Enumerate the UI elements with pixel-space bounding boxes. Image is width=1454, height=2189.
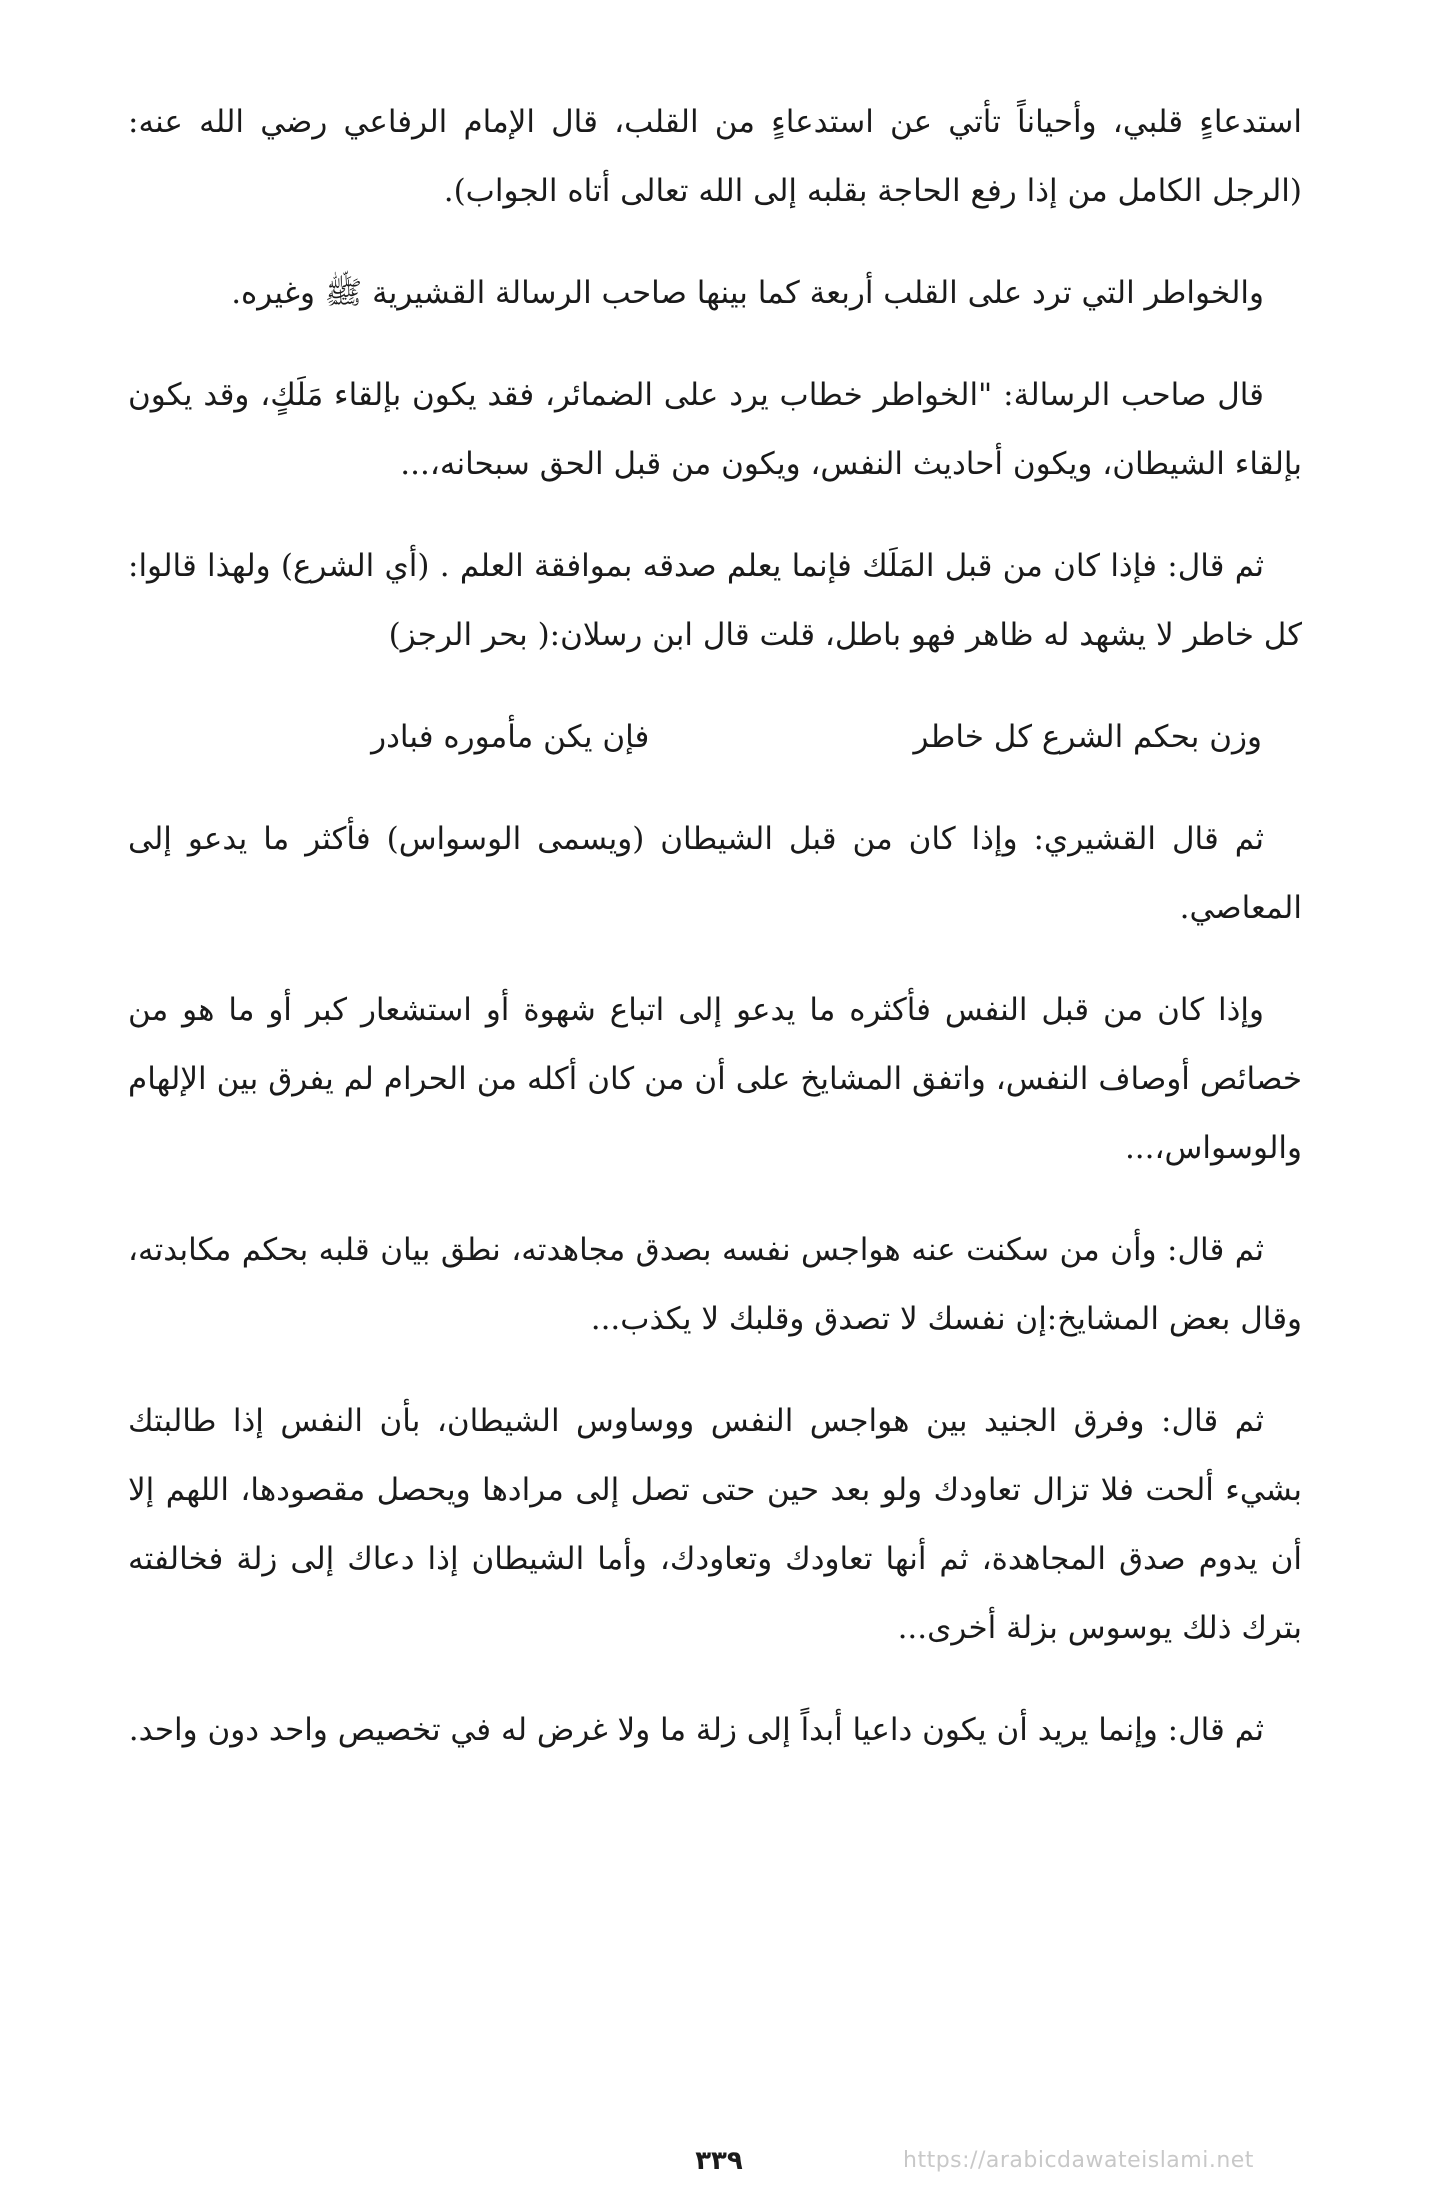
paragraph-4: ثم قال: فإذا كان من قبل المَلَك فإنما يعلم صدقه بموافقة العلم . (أي الشرع) ولهذا قالوا: كل خاطر لا يشهد له ظاهر فهو باطل، قلت قال ابن رسلان:( بحر الرجز): [128, 548, 1302, 653]
website-watermark: https://arabicdawateislami.net: [903, 2148, 1254, 2173]
verse-line: [128, 703, 1302, 772]
page-footer: [0, 2146, 1454, 2186]
paragraph-5: ثم قال القشيري: وإذا كان من قبل الشيطان (ويسمى الوسواس) فأكثر ما يدعو إلى المعاصي.: [128, 821, 1302, 926]
paragraph-7: ثم قال: وأن من سكنت عنه هواجس نفسه بصدق مجاهدته، نطق بيان قلبه بحكم مكابدته، وقال بعض المشايخ:إن نفسك لا تصدق وقلبك لا يكذب...: [128, 1232, 1302, 1337]
paragraph-3: قال صاحب الرسالة: "الخواطر خطاب يرد على الضمائر، فقد يكون بإلقاء مَلَكٍ، وقد يكون بإلقاء الشيطان، ويكون أحاديث النفس، ويكون من قبل الحق سبحانه،...: [128, 377, 1302, 482]
paragraph-2: والخواطر التي ترد على القلب أربعة كما بينها صاحب الرسالة القشيرية ﷺ وغيره.: [231, 275, 1264, 311]
paragraph-9: ثم قال: وإنما يريد أن يكون داعيا أبداً إلى زلة ما ولا غرض له في تخصيص واحد دون واحد.: [128, 1712, 1264, 1748]
verse-right-hemistich: وزن بحكم الشرع كل خاطر: [913, 719, 1262, 755]
verse-left-hemistich: فإن يكن مأموره فبادر: [371, 719, 650, 755]
body-text: [128, 88, 1302, 1798]
page-number: ٣٣٩: [695, 2146, 743, 2176]
paragraph-6: وإذا كان من قبل النفس فأكثره ما يدعو إلى اتباع شهوة أو استشعار كبر أو ما هو من خصائص أوصاف النفس، واتفق المشايخ على أن من كان أكله من الحرام لم يفرق بين الإلهام والوسواس،...: [128, 992, 1302, 1166]
paragraph-1: استدعاءٍ قلبي، وأحياناً تأتي عن استدعاءٍ من القلب، قال الإمام الرفاعي رضي الله عنه: (الرجل الكامل من إذا رفع الحاجة بقلبه إلى الله تعالى أتاه الجواب).: [128, 104, 1302, 209]
paragraph-8: ثم قال: وفرق الجنيد بين هواجس النفس ووساوس الشيطان، بأن النفس إذا طالبتك بشيء ألحت فلا تزال تعاودك ولو بعد حين حتى تصل إلى مرادها ويحصل مقصودها، اللهم إلا أن يدوم صدق المجاهدة، ثم أنها تعاودك وتعاودك، وأما الشيطان إذا دعاك إلى زلة فخالفته بترك ذلك يوسوس بزلة أخرى...: [128, 1403, 1302, 1646]
